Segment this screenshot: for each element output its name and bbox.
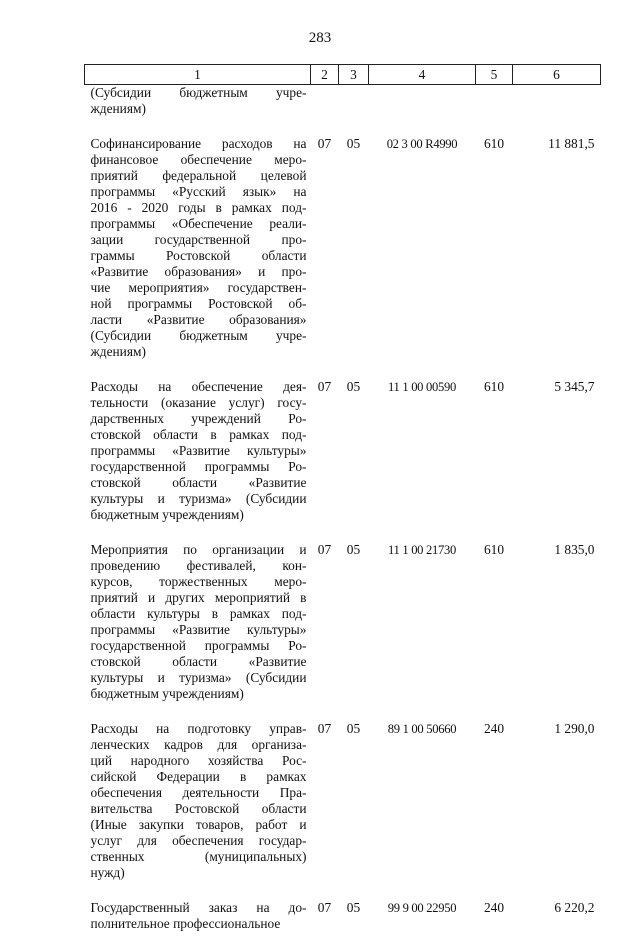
expense-name-line: «Развитие образования» и про- — [91, 264, 307, 280]
expense-name-line: финансовое обеспечение меро- — [91, 152, 307, 168]
expense-name-cell — [85, 85, 311, 137]
section-code-cell: 07 — [311, 900, 339, 951]
expense-name-line: (Субсидии бюджетным учре- — [91, 85, 307, 101]
expense-name-line: ственных (муниципальных) — [91, 849, 307, 865]
section-code-cell: 07 — [311, 542, 339, 721]
expense-name-line: обеспечения деятельности Пра- — [91, 785, 307, 801]
target-item-code-cell: 02 3 00 R4990 — [369, 136, 476, 379]
target-item-code-cell: 89 1 00 50660 — [369, 721, 476, 900]
target-item-code-cell: 99 9 00 22950 — [369, 900, 476, 951]
column-header-2: 2 — [311, 65, 339, 85]
table-row — [85, 136, 601, 379]
expense-name-line: (Субсидии бюджетным учре- — [91, 328, 307, 344]
page-number: 283 — [0, 30, 640, 47]
expense-name-line: приятий федеральной целевой — [91, 168, 307, 184]
expense-name-line: стовской области «Развитие — [91, 654, 307, 670]
expense-name-line: нужд) — [91, 865, 307, 881]
expense-name-cell — [85, 900, 311, 951]
expense-name-line: полнительное профессиональное — [91, 916, 307, 932]
expense-name-line: Государственный заказ на до- — [91, 900, 307, 916]
expense-name-line: государственной программы Ро- — [91, 459, 307, 475]
amount-cell — [513, 85, 601, 137]
amount-cell: 5 345,7 — [513, 379, 601, 542]
expense-name-line: вительства Ростовской области — [91, 801, 307, 817]
expense-type-code-cell: 240 — [476, 900, 513, 951]
expense-name-cell — [85, 542, 311, 721]
expense-name-line: чие мероприятия» государствен- — [91, 280, 307, 296]
expense-name-line: программы «Развитие культуры» — [91, 622, 307, 638]
subsection-code-cell — [339, 85, 369, 137]
expense-name-line: 2016 - 2020 годы в рамках под- — [91, 200, 307, 216]
column-header-3: 3 — [339, 65, 369, 85]
table-row — [85, 542, 601, 721]
expense-name-line: ждениям) — [91, 344, 307, 360]
expense-name-line: курсов, торжественных меро- — [91, 574, 307, 590]
expense-name-line: культуры и туризма» (Субсидии — [91, 491, 307, 507]
expense-name-line: стовской области в рамках под- — [91, 427, 307, 443]
expense-name-line: приятий и других мероприятий в — [91, 590, 307, 606]
expense-name-line: (Иные закупки товаров, работ и — [91, 817, 307, 833]
amount-cell: 6 220,2 — [513, 900, 601, 951]
table-row — [85, 721, 601, 900]
expense-name-line: стовской области «Развитие — [91, 475, 307, 491]
subsection-code-cell: 05 — [339, 136, 369, 379]
subsection-code-cell: 05 — [339, 542, 369, 721]
expense-name-line: проведению фестивалей, кон- — [91, 558, 307, 574]
expense-name-line: дарственных учреждений Ро- — [91, 411, 307, 427]
table-row — [85, 85, 601, 137]
expense-name-line: бюджетным учреждениям) — [91, 686, 307, 702]
expense-type-code-cell: 610 — [476, 542, 513, 721]
expense-name-line: ленческих кадров для организа- — [91, 737, 307, 753]
table-header-row — [85, 65, 601, 85]
expense-name-cell — [85, 721, 311, 900]
expense-name-line: Мероприятия по организации и — [91, 542, 307, 558]
subsection-code-cell: 05 — [339, 900, 369, 951]
expense-name-line: ждениям) — [91, 101, 307, 117]
column-header-4: 4 — [369, 65, 476, 85]
expense-name-line: ций народного хозяйства Рос- — [91, 753, 307, 769]
expense-name-line: тельности (оказание услуг) госу- — [91, 395, 307, 411]
expense-name-line: программы «Русский язык» на — [91, 184, 307, 200]
section-code-cell: 07 — [311, 721, 339, 900]
amount-cell: 1 835,0 — [513, 542, 601, 721]
table-row — [85, 379, 601, 542]
expense-type-code-cell — [476, 85, 513, 137]
expense-name-line: Расходы на подготовку управ- — [91, 721, 307, 737]
expense-name-line: услуг для обеспечения государ- — [91, 833, 307, 849]
target-item-code-cell: 11 1 00 21730 — [369, 542, 476, 721]
subsection-code-cell: 05 — [339, 379, 369, 542]
expense-name-line: ной программы Ростовской об- — [91, 296, 307, 312]
expense-name-line: граммы Ростовской области — [91, 248, 307, 264]
subsection-code-cell: 05 — [339, 721, 369, 900]
expense-name-line: ласти «Развитие образования» — [91, 312, 307, 328]
table-row — [85, 900, 601, 951]
expense-type-code-cell: 610 — [476, 379, 513, 542]
expense-name-line: области культуры в рамках под- — [91, 606, 307, 622]
budget-table — [84, 64, 601, 951]
target-item-code-cell: 11 1 00 00590 — [369, 379, 476, 542]
section-code-cell — [311, 85, 339, 137]
expense-name-line: культуры и туризма» (Субсидии — [91, 670, 307, 686]
expense-name-line: зации государственной про- — [91, 232, 307, 248]
expense-name-line: программы «Развитие культуры» — [91, 443, 307, 459]
expense-type-code-cell: 240 — [476, 721, 513, 900]
target-item-code-cell — [369, 85, 476, 137]
expense-name-line: бюджетным учреждениям) — [91, 507, 307, 523]
expense-type-code-cell: 610 — [476, 136, 513, 379]
amount-cell: 1 290,0 — [513, 721, 601, 900]
expense-name-line: программы «Обеспечение реали- — [91, 216, 307, 232]
expense-name-line: Расходы на обеспечение дея- — [91, 379, 307, 395]
amount-cell: 11 881,5 — [513, 136, 601, 379]
column-header-6: 6 — [513, 65, 601, 85]
column-header-1: 1 — [85, 65, 311, 85]
column-header-5: 5 — [476, 65, 513, 85]
expense-name-line: государственной программы Ро- — [91, 638, 307, 654]
section-code-cell: 07 — [311, 136, 339, 379]
expense-name-line: Софинансирование расходов на — [91, 136, 307, 152]
section-code-cell: 07 — [311, 379, 339, 542]
expense-name-cell — [85, 379, 311, 542]
expense-name-line: сийской Федерации в рамках — [91, 769, 307, 785]
expense-name-cell — [85, 136, 311, 379]
table-body — [85, 85, 601, 951]
